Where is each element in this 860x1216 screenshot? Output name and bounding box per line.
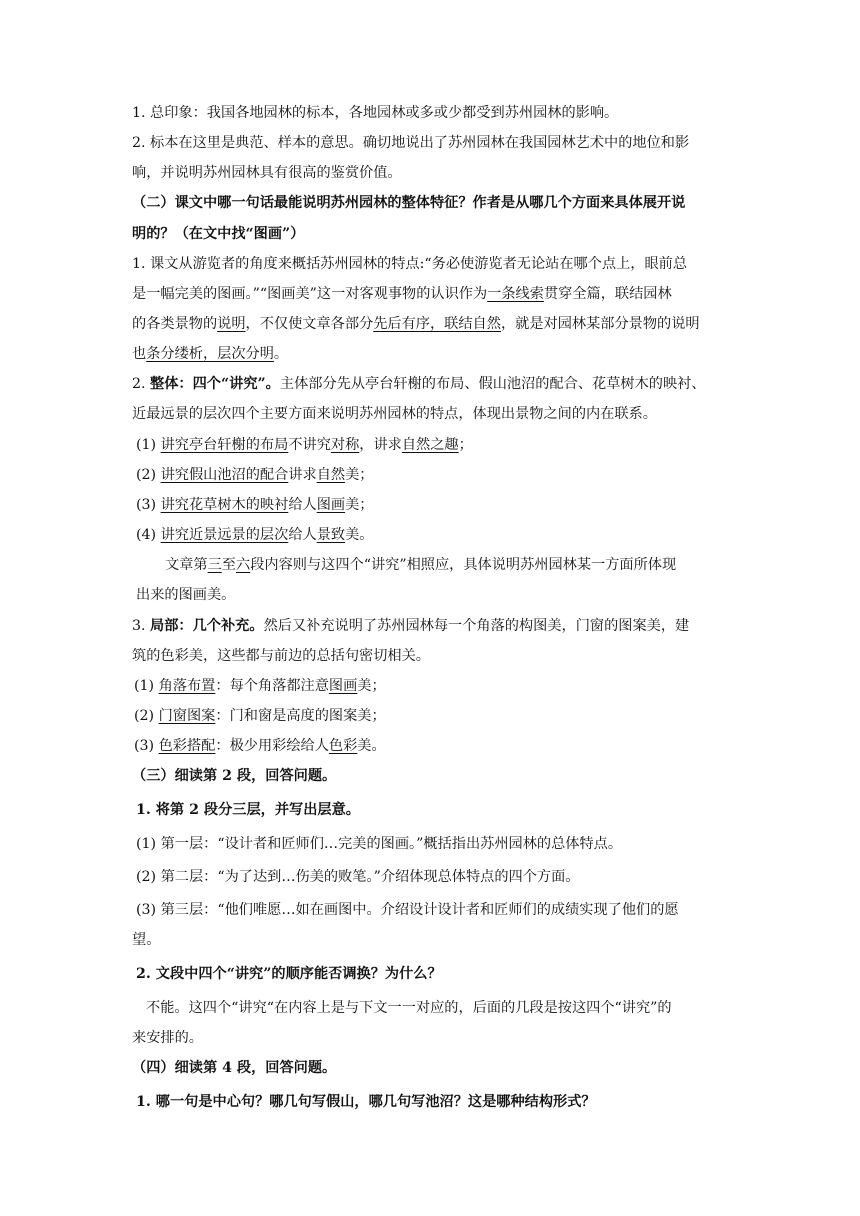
text-segment: 贯穿全篇，联结园林	[543, 286, 672, 302]
text-segment: ，就是对园林某部分景物的说明	[500, 316, 700, 332]
text-segment: (2) 第二层：“为了达到…伤美的败笔。”介绍体现总体特点的四个方面。	[136, 869, 580, 885]
text-segment: 美；	[357, 678, 386, 694]
text-segment: 不讲究	[288, 437, 331, 453]
underlined-text: 讲究亭台轩榭的布局	[160, 437, 289, 453]
text-line	[132, 254, 687, 274]
text-segment: ：门和窗是高度的图案美；	[215, 708, 386, 724]
text-line	[136, 964, 442, 984]
text-segment: 的各类景物的	[132, 316, 218, 332]
bold-text: （四）细读第 4 段，回答问题。	[132, 1060, 337, 1076]
text-segment: 美；	[345, 497, 374, 513]
text-segment: 响，并说明苏州园林具有很高的鉴赏价值。	[132, 165, 402, 181]
underlined-text: 三	[207, 557, 222, 573]
text-segment: 美。	[345, 527, 374, 543]
text-line	[136, 867, 579, 887]
bold-text: 局部：几个补充。	[150, 618, 264, 634]
text-segment: ，不仅使文章各部分	[245, 316, 374, 332]
underlined-text: 条分缕析，层次分明	[146, 346, 274, 362]
text-segment: (2)	[134, 708, 159, 724]
underlined-text: 自然	[316, 467, 346, 483]
text-segment: 1. 总印象：我国各地园林的标本，各地园林或多或少都受到苏州园林的影响。	[132, 105, 619, 121]
text-segment: 美；	[345, 467, 374, 483]
underlined-text: 角落布置	[158, 678, 216, 694]
text-segment: 2. 标本在这里是典范、样本的意思。确切地说出了苏州园林在我国园林艺术中的地位和影	[132, 135, 690, 151]
text-line	[136, 495, 373, 515]
bold-text: 整体：四个“讲究”。	[150, 376, 280, 392]
text-segment: 1. 课文从游览者的角度来概括苏州园林的特点:“务必使游览者无论站在哪个点上，眼前总	[132, 256, 688, 272]
text-line	[134, 676, 386, 696]
underlined-text: 对称	[330, 437, 360, 453]
text-line	[132, 163, 402, 183]
underlined-text: 六	[235, 557, 251, 573]
bold-text: 1. 将第 2 段分三层，并写出层意。	[136, 802, 360, 818]
underlined-text: 色彩	[328, 738, 358, 754]
text-segment: 至	[221, 557, 236, 573]
text-segment: 讲求	[288, 467, 317, 483]
text-line	[132, 314, 700, 334]
bold-text: 2. 文段中四个“讲究”的顺序能否调换？为什么？	[136, 966, 442, 982]
text-segment: (3) 第三层：“他们唯愿…如在画图中。介绍设计设计者和匠师们的成绩实现了他们的愿	[136, 902, 679, 918]
text-segment: (1)	[134, 678, 159, 694]
underlined-text: 景致	[316, 527, 346, 543]
text-segment: (1)	[136, 437, 161, 453]
text-line	[132, 404, 657, 424]
text-segment: (3)	[134, 738, 159, 754]
text-segment: 也	[132, 346, 147, 362]
underlined-text: 图画	[328, 678, 358, 694]
text-line	[132, 103, 618, 123]
text-segment: 给人	[288, 527, 317, 543]
bold-text: 明的？（在文中找“图画”）	[132, 226, 305, 242]
text-segment: 给人	[288, 497, 317, 513]
text-segment: (3)	[136, 497, 161, 513]
text-segment: 是一幅完美的图画。”“图画美”这一对客观事物的认识作为	[132, 286, 488, 302]
text-line	[136, 800, 360, 820]
text-segment: (1) 第一层：“设计者和匠师们…完美的图画。”概括指出苏州园林的总体特点。	[136, 836, 623, 852]
text-segment: (2)	[136, 467, 161, 483]
underlined-text: 门窗图案	[158, 708, 216, 724]
text-line	[136, 525, 373, 545]
bold-text: （二）课文中哪一句话最能说明苏州园林的整体特征？作者是从哪几个方面来具体展开说	[132, 195, 686, 211]
text-line	[132, 374, 706, 394]
text-line	[132, 616, 689, 636]
text-line	[132, 344, 288, 364]
text-line	[136, 1092, 596, 1112]
text-line	[132, 224, 304, 244]
text-segment: 。	[273, 346, 289, 362]
text-line	[136, 834, 622, 854]
underlined-text: 一条线索	[487, 286, 544, 302]
text-segment: ；	[458, 437, 473, 453]
text-line	[132, 930, 160, 950]
text-segment: 筑的色彩美，这些都与前边的总括句密切相关。	[132, 648, 430, 664]
text-line	[146, 998, 672, 1018]
underlined-text: 图画	[316, 497, 346, 513]
underlined-text: 讲究近景远景的层次	[160, 527, 289, 543]
text-segment: 主体部分先从亭台轩榭的布局、假山池沼的配合、花草树木的映衬、	[279, 376, 706, 392]
text-line	[132, 284, 672, 304]
text-line	[132, 1058, 336, 1078]
text-line	[132, 1028, 203, 1048]
text-line	[134, 736, 386, 756]
underlined-text: 自然之趣	[401, 437, 459, 453]
underlined-text: 色彩搭配	[158, 738, 216, 754]
text-line	[132, 133, 689, 153]
text-segment: 出来的图画美。	[136, 587, 236, 603]
text-segment: 近最远景的层次四个主要方面来说明苏州园林的特点，体现出景物之间的内在联系。	[132, 406, 657, 422]
text-segment: 不能。这四个“讲究“在内容上是与下文一一对应的，后面的几段是按这四个“讲究”的	[146, 1000, 672, 1016]
underlined-text: 说明	[217, 316, 246, 332]
underlined-text: 先后有序，联结自然	[373, 316, 501, 332]
text-line	[136, 465, 373, 485]
underlined-text: 讲究花草树木的映衬	[160, 497, 289, 513]
text-segment: ：每个角落都注意	[215, 678, 329, 694]
text-segment: 3.	[132, 618, 151, 634]
text-segment: 文章第	[165, 557, 208, 573]
text-line	[134, 706, 386, 726]
bold-text: 1. 哪一句是中心句？哪几句写假山，哪几句写池沼？这是哪种结构形式？	[136, 1094, 596, 1110]
text-segment: ，讲求	[359, 437, 402, 453]
text-line	[165, 555, 676, 575]
text-segment: 美。	[357, 738, 386, 754]
text-segment: 然后又补充说明了苏州园林每一个角落的构图美，门窗的图案美，建	[263, 618, 690, 634]
text-line	[136, 900, 679, 920]
text-line	[132, 646, 430, 666]
text-segment: 望。	[132, 932, 161, 948]
text-segment: (4)	[136, 527, 161, 543]
text-line	[132, 766, 336, 786]
text-line	[136, 435, 473, 455]
text-line	[136, 585, 235, 605]
text-line	[132, 193, 685, 213]
underlined-text: 讲究假山池沼的配合	[160, 467, 289, 483]
text-segment: 来安排的。	[132, 1030, 203, 1046]
text-segment: 2.	[132, 376, 151, 392]
text-segment: ：极少用彩绘给人	[215, 738, 329, 754]
bold-text: （三）细读第 2 段，回答问题。	[132, 768, 337, 784]
text-segment: 段内容则与这四个“讲究”相照应，具体说明苏州园林某一方面所体现	[250, 557, 677, 573]
